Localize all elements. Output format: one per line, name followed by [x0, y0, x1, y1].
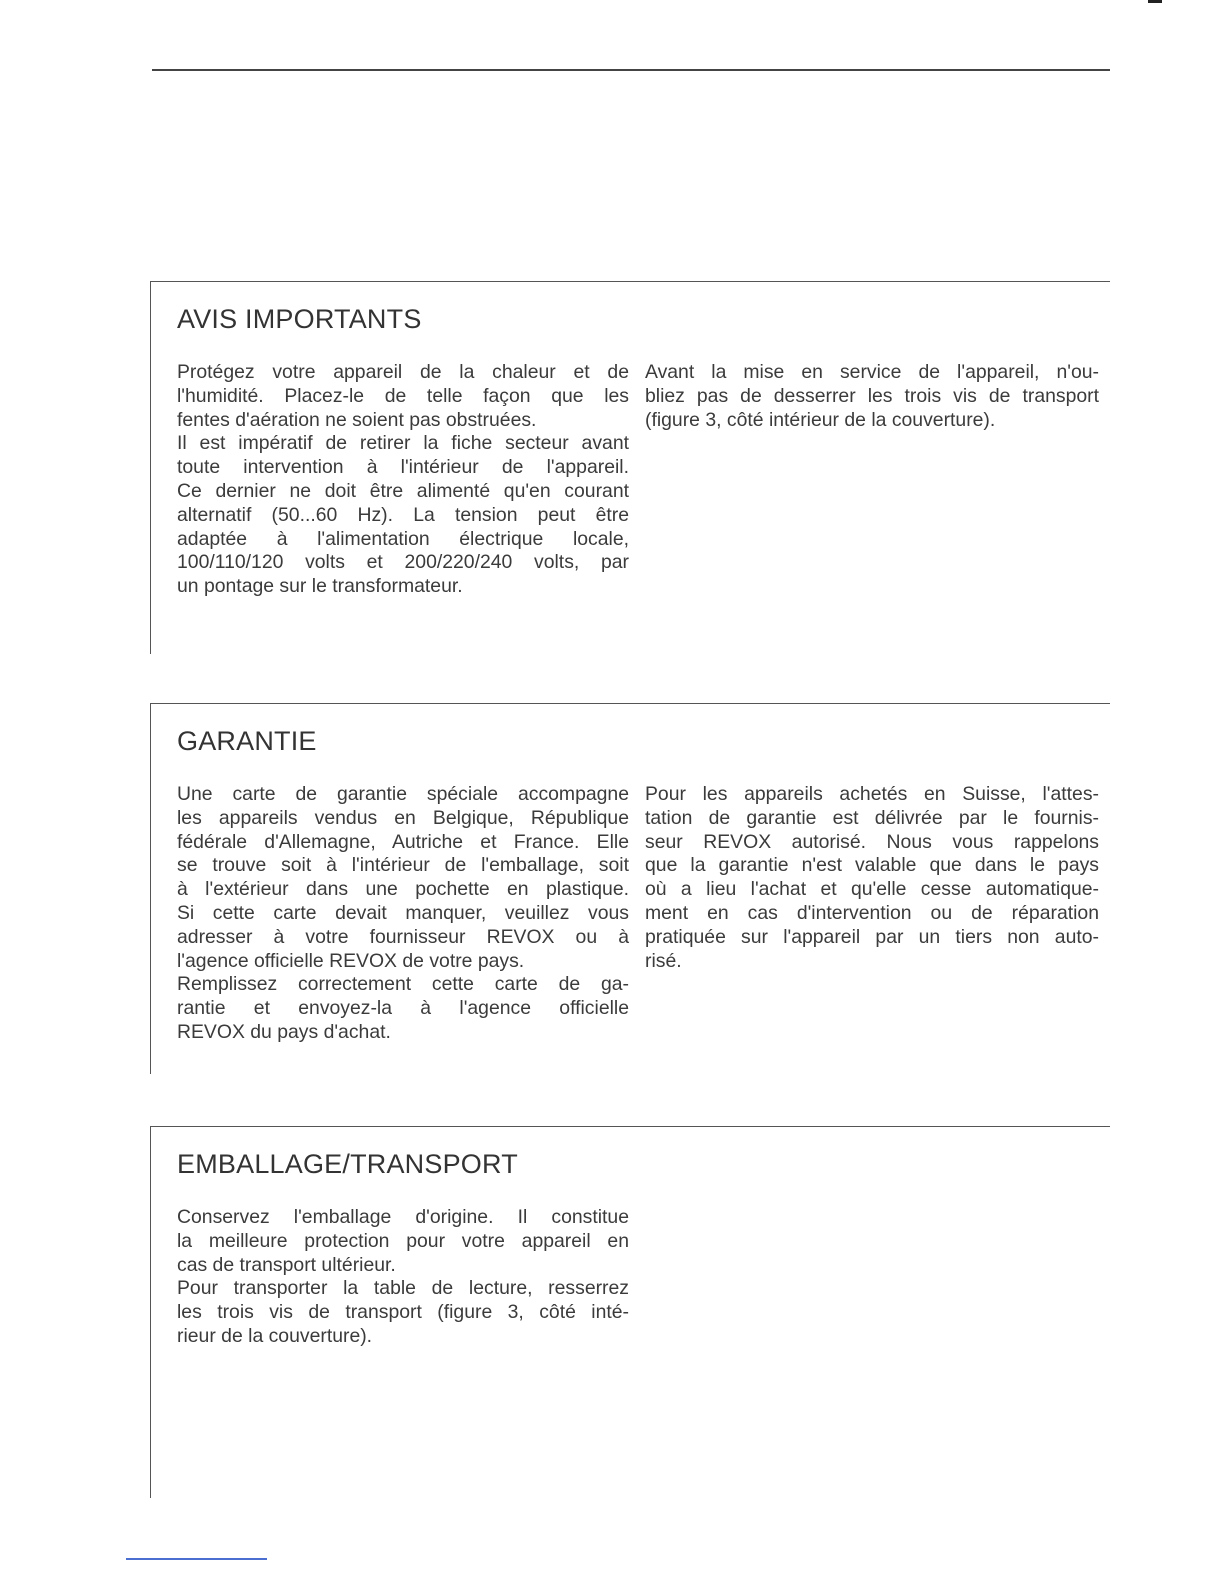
- section-title: EMBALLAGE/TRANSPORT: [177, 1149, 518, 1179]
- text-line: où a lieu l'achat et qu'elle cesse automatique-: [645, 878, 1099, 901]
- left-column: [177, 1206, 629, 1349]
- text-line: rantie et envoyez-la à l'agence officielle: [177, 997, 629, 1020]
- paragraph: [645, 361, 1099, 432]
- text-line: les appareils vendus en Belgique, République: [177, 806, 629, 829]
- paragraph: [177, 973, 629, 1044]
- section-garantie: [150, 703, 1110, 1074]
- paragraph: [177, 361, 629, 432]
- right-column: [645, 361, 1099, 432]
- section-title: AVIS IMPORTANTS: [177, 304, 422, 334]
- section-avis-importants: [150, 281, 1110, 654]
- text-line: alternatif (50...60 Hz). La tension peut être: [177, 503, 629, 526]
- text-line: un pontage sur le transformateur.: [177, 575, 463, 598]
- text-line: Ce dernier ne doit être alimenté qu'en courant: [177, 479, 629, 502]
- text-line: pratiquée sur l'appareil par un tiers non auto-: [645, 925, 1099, 948]
- text-line: l'humidité. Placez-le de telle façon que les: [177, 384, 629, 407]
- text-line: tation de garantie est délivrée par le fournis-: [645, 806, 1099, 829]
- text-line: que la garantie n'est valable que dans le pays: [645, 854, 1099, 877]
- text-line: les trois vis de transport (figure 3, côté inté-: [177, 1301, 629, 1324]
- text-line: Une carte de garantie spéciale accompagne: [177, 783, 629, 805]
- text-line: Conservez l'emballage d'origine. Il constitue: [177, 1206, 629, 1228]
- text-line: Pour transporter la table de lecture, resserrez: [177, 1277, 629, 1300]
- text-line: REVOX du pays d'achat.: [177, 1020, 391, 1043]
- text-line: rieur de la couverture).: [177, 1324, 373, 1347]
- text-line: risé.: [645, 949, 682, 972]
- right-column: [645, 783, 1099, 973]
- paragraph: [645, 783, 1099, 973]
- paragraph: [177, 783, 629, 973]
- text-line: adresser à votre fournisseur REVOX ou à: [177, 925, 629, 948]
- text-line: Avant la mise en service de l'appareil, n'ou-: [645, 361, 1099, 383]
- text-line: Si cette carte devait manquer, veuillez vous: [177, 901, 629, 924]
- top-rule: [152, 69, 1110, 71]
- text-line: fentes d'aération ne soient pas obstruées.: [177, 408, 537, 431]
- text-line: la meilleure protection pour votre appareil en: [177, 1229, 629, 1252]
- left-column: [177, 783, 629, 1045]
- corner-mark: [1148, 0, 1162, 3]
- text-line: adaptée à l'alimentation électrique locale,: [177, 527, 629, 550]
- paragraph: [177, 1277, 629, 1348]
- text-line: Protégez votre appareil de la chaleur et de: [177, 361, 629, 383]
- text-line: se trouve soit à l'intérieur de l'emballage, soit: [177, 854, 629, 877]
- paragraph: [177, 432, 629, 599]
- text-line: Remplissez correctement cette carte de ga-: [177, 973, 629, 996]
- text-line: (figure 3, côté intérieur de la couverture).: [645, 408, 996, 431]
- text-line: fédérale d'Allemagne, Autriche et France. Elle: [177, 830, 629, 853]
- text-line: seur REVOX autorisé. Nous vous rappelons: [645, 830, 1099, 853]
- text-line: Pour les appareils achetés en Suisse, l'attes-: [645, 783, 1099, 805]
- text-line: à l'extérieur dans une pochette en plastique.: [177, 878, 629, 901]
- text-line: ment en cas d'intervention ou de réparation: [645, 901, 1099, 924]
- text-line: bliez pas de desserrer les trois vis de transport: [645, 384, 1099, 407]
- text-line: l'agence officielle REVOX de votre pays.: [177, 949, 525, 972]
- text-line: toute intervention à l'intérieur de l'appareil.: [177, 456, 629, 479]
- text-line: cas de transport ultérieur.: [177, 1253, 396, 1276]
- section-emballage-transport: [150, 1126, 1110, 1498]
- bottom-link-underline: [126, 1558, 267, 1560]
- text-line: Il est impératif de retirer la fiche secteur avant: [177, 432, 629, 455]
- left-column: [177, 361, 629, 599]
- text-line: 100/110/120 volts et 200/220/240 volts, par: [177, 551, 629, 574]
- section-title: GARANTIE: [177, 726, 317, 756]
- paragraph: [177, 1206, 629, 1277]
